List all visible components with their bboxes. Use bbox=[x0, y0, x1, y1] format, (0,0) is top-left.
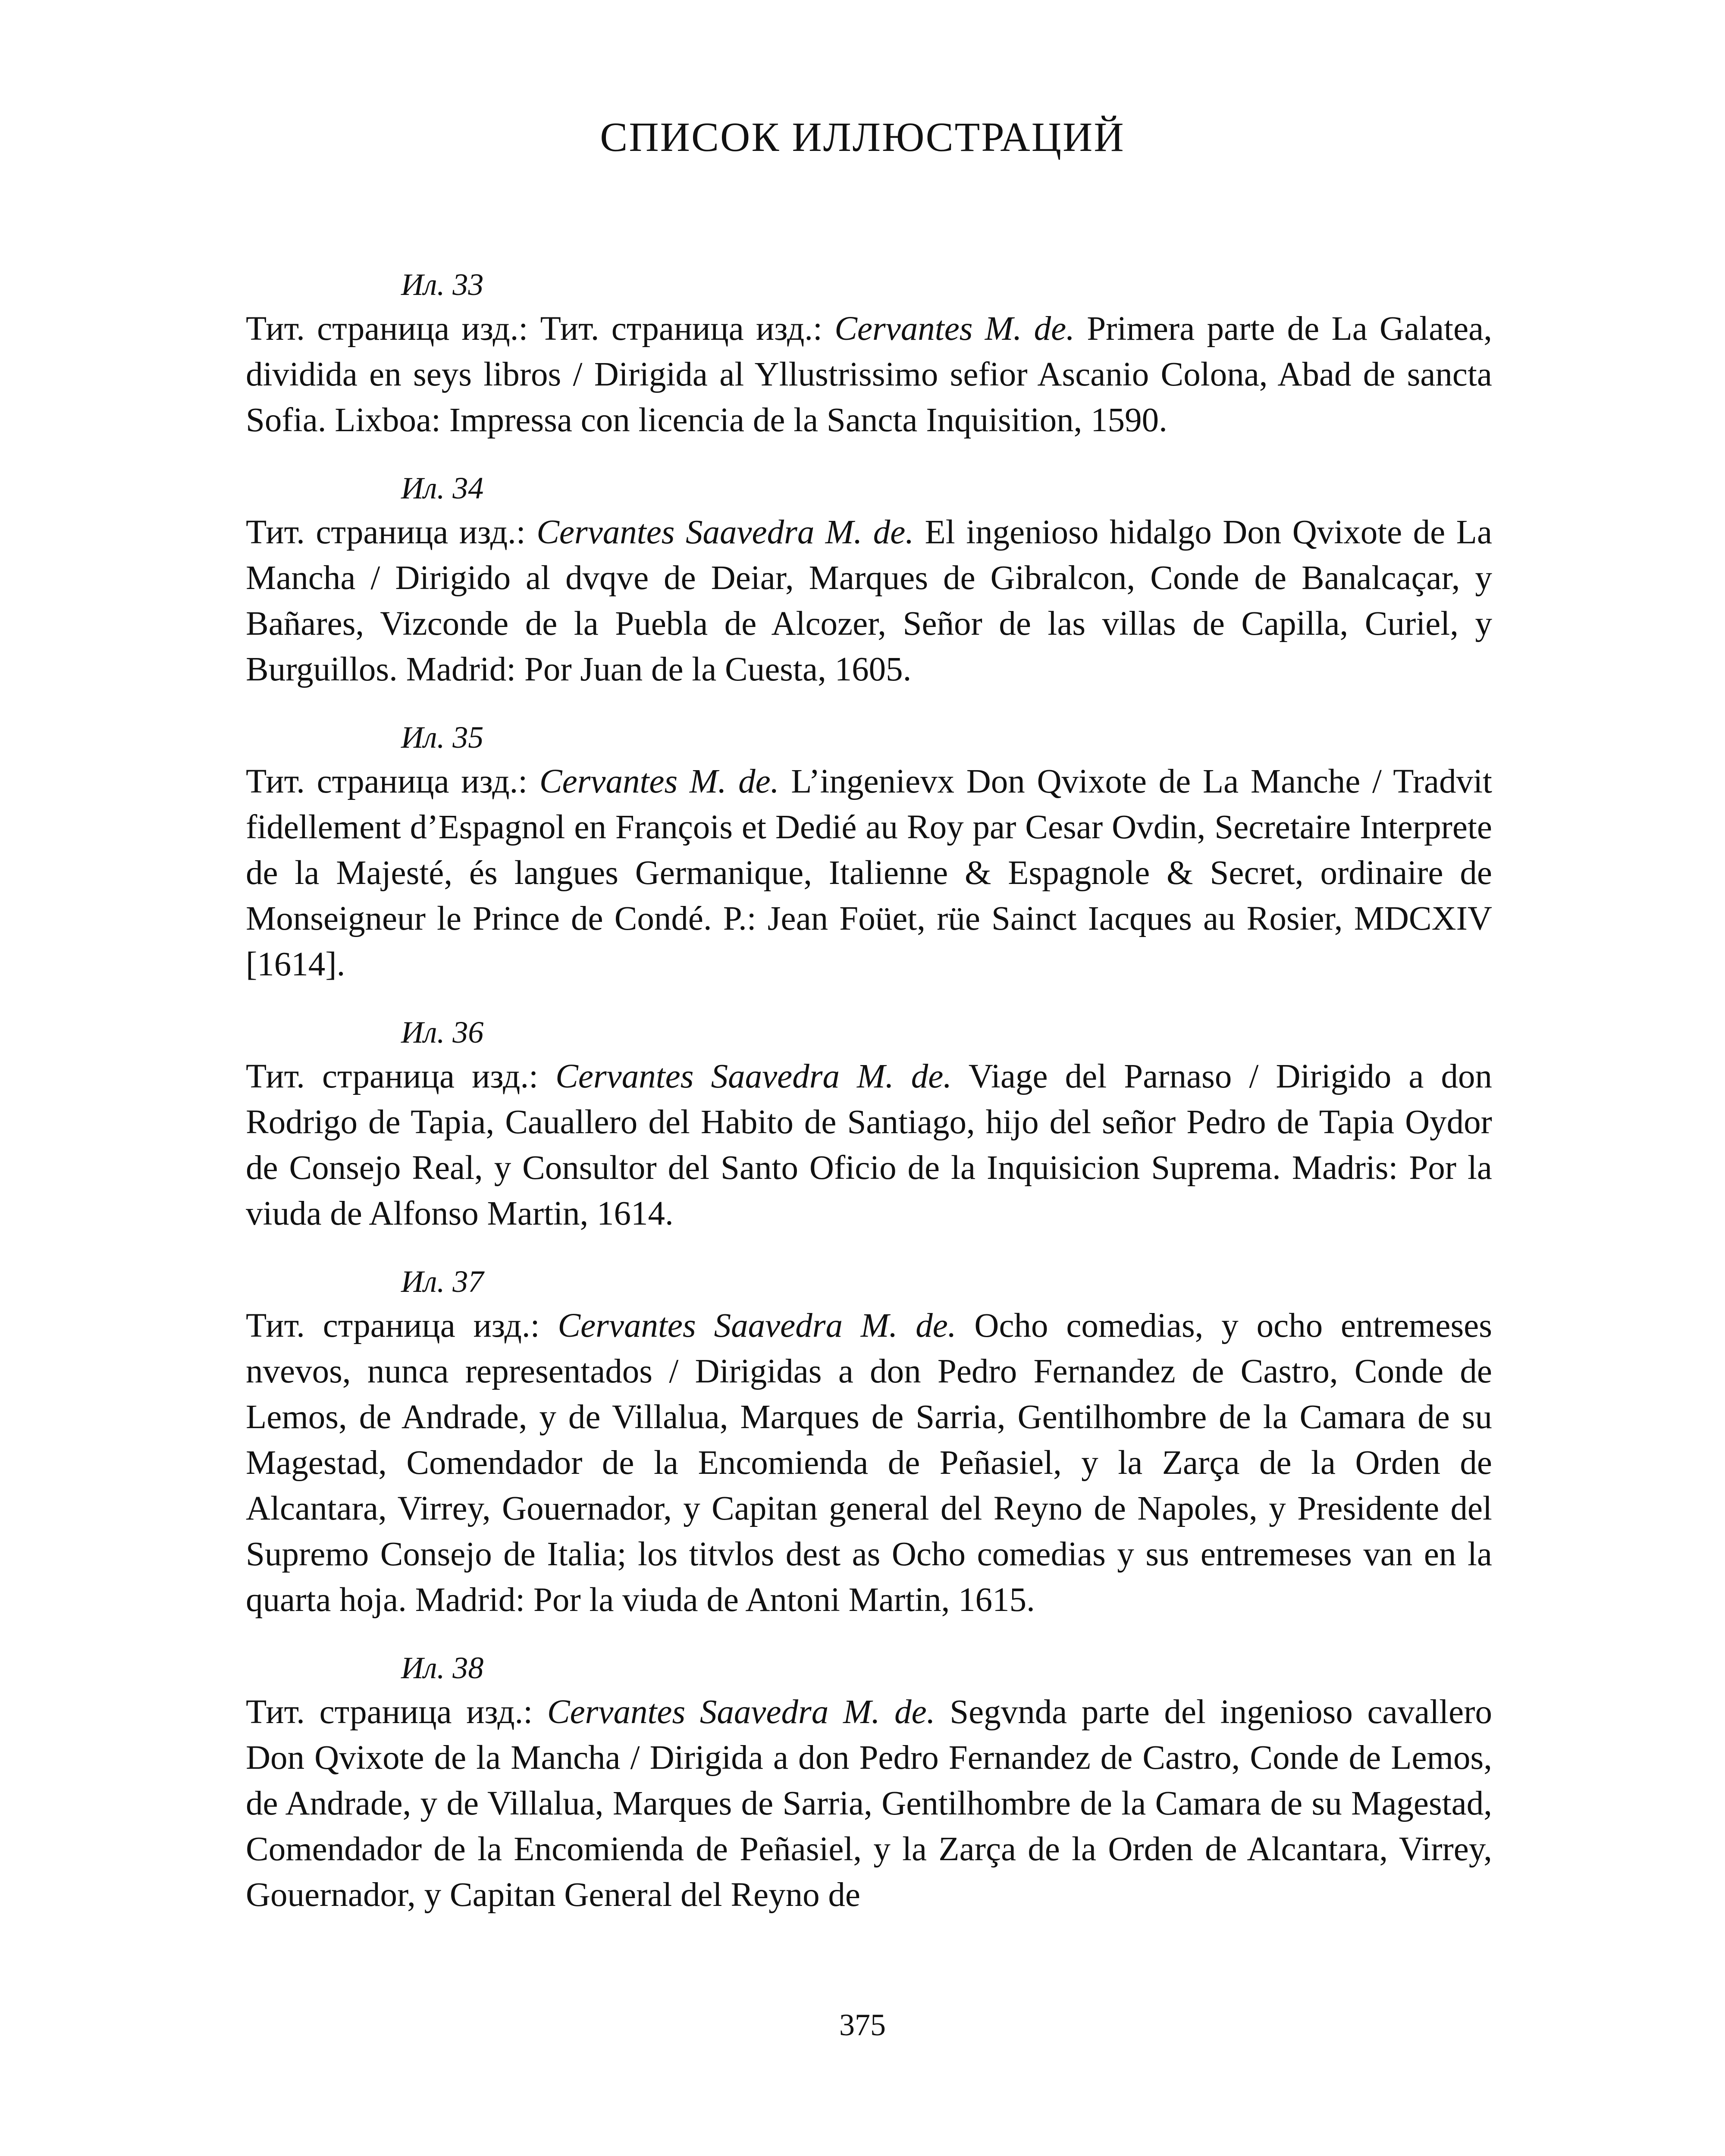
entry-author: Cervantes Saavedra M. de. bbox=[558, 1307, 957, 1344]
entry-body: El ingenioso hidalgo Don Qvixote de La Mancha / Dirigido al dvqve de Deiar, Marques de Gibralcon, Conde de Banalcaçar, y Bañares, Vizconde de la Puebla de Alcozer, Señor de las villas de Capilla, Curiel, y Burguillos. Madrid: Por Juan de la Cuesta, 1605. bbox=[246, 514, 1493, 688]
entry-body: Primera parte de La Galatea, dividida en seys libros / Dirigida al Yllustrissimo sefior Ascanio Colona, Abad de sancta Sofia. Lixboa: Impressa con licencia de la Sancta Inquisition, 1590. bbox=[246, 310, 1492, 439]
entry-label: Ил. 36 bbox=[401, 1015, 484, 1050]
entry-prefix: Тит. страница изд.: bbox=[246, 1307, 540, 1344]
entry-text bbox=[246, 306, 1492, 443]
illustration-list bbox=[246, 263, 1492, 1941]
entry-prefix: Тит. страница изд.: bbox=[246, 514, 526, 551]
entry-label: Ил. 37 bbox=[401, 1264, 484, 1299]
list-item bbox=[246, 263, 1492, 443]
entry-author: Cervantes M. de. bbox=[539, 763, 779, 800]
entry-author: Cervantes Saavedra M. de. bbox=[547, 1693, 935, 1731]
entry-author: Cervantes M. de. bbox=[834, 310, 1075, 348]
list-item bbox=[246, 467, 1492, 693]
page-title: СПИСОК ИЛЛЮСТРАЦИЙ bbox=[600, 114, 1125, 160]
page-number: 375 bbox=[839, 2008, 886, 2042]
entry-author: Cervantes Saavedra M. de. bbox=[555, 1058, 952, 1095]
entry-prefix: Тит. страница изд.: bbox=[246, 1693, 533, 1731]
entry-label: Ил. 33 bbox=[401, 267, 484, 302]
list-item bbox=[246, 1646, 1492, 1918]
entry-author: Cervantes Saavedra M. de. bbox=[536, 514, 914, 551]
entry-body: L’ingenievx Don Qvixote de La Manche / Tradvit fidellement d’Espagnol en François et Dedié au Roy par Cesar Ovdin, Secretaire Interprete de la Majesté, és langues Germanique, Italienne & Espagnole & Secret, ordinaire de Monseigneur le Prince de Condé. P.: Jean Foüet, rüe Sainct Iacques au Rosier, MDCXIV [1614]. bbox=[246, 763, 1492, 983]
list-item bbox=[246, 1260, 1492, 1623]
entry-label: Ил. 35 bbox=[401, 720, 484, 755]
entry-text bbox=[246, 759, 1492, 987]
entry-prefix: Тит. страница изд.: bbox=[246, 763, 528, 800]
entry-body: Segvnda parte del ingenioso cavallero Don Qvixote de la Mancha / Dirigida a don Pedro Fernandez de Castro, Conde de Lemos, de Andrade, y de Villalua, Marques de Sarria, Gentilhombre de la Camara de su Magestad, Comendador de la Encomienda de Peñasiel, y la Zarça de la Orden de Alcantara, Virrey, Gouernador, y Capitan General del Reyno de bbox=[246, 1693, 1493, 1914]
entry-body: Ocho comedias, y ocho entremeses nvevos, nunca representados / Dirigidas a don Pedro Fernandez de Castro, Conde de Lemos, de Andrade, y de Villalua, Marques de Sarria, Gentilhombre de la Camara de su Magestad, Comendador de la Encomienda de Peñasiel, y la Zarça de la Orden de Alcantara, Virrey, Gouernador, y Capitan general del Reyno de Napoles, y Presidente del Supremo Consejo de Italia; los titvlos dest as Ocho comedias y sus entremeses van en la quarta hoja. Madrid: Por la viuda de Antoni Martin, 1615. bbox=[246, 1307, 1492, 1619]
entry-text bbox=[246, 1689, 1492, 1918]
list-item bbox=[246, 1011, 1492, 1237]
entry-prefix: Тит. страница изд.: bbox=[246, 1058, 539, 1095]
entry-text bbox=[246, 1303, 1492, 1623]
entry-label: Ил. 38 bbox=[401, 1651, 484, 1685]
entry-text bbox=[246, 510, 1492, 693]
entry-text bbox=[246, 1054, 1492, 1237]
entry-body: Viage del Parnaso / Dirigido a don Rodrigo de Tapia, Cauallero del Habito de Santiago, hijo del señor Pedro de Tapia Oydor de Consejo Real, y Consultor del Santo Oficio de la Inquisicion Suprema. Madris: Por la viuda de Alfonso Martin, 1614. bbox=[246, 1058, 1493, 1232]
list-item bbox=[246, 716, 1492, 987]
entry-prefix: Тит. страница изд.: Тит. страница изд.: bbox=[246, 310, 822, 348]
entry-label: Ил. 34 bbox=[401, 471, 484, 505]
